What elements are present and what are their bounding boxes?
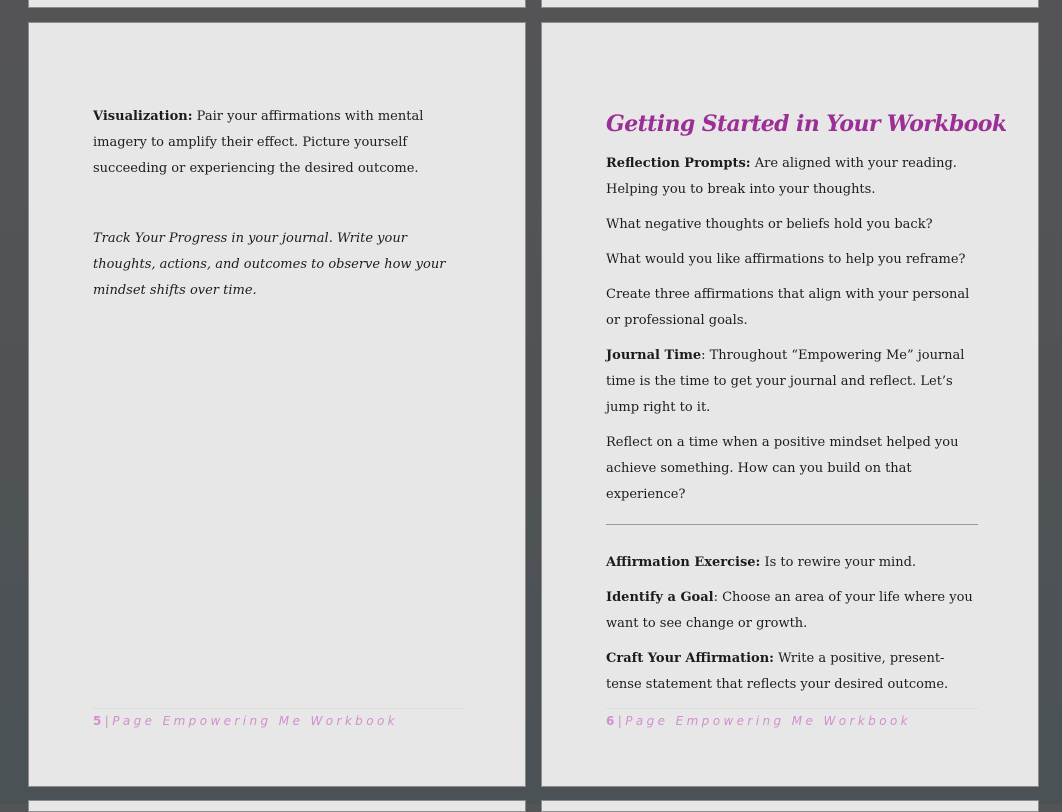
visualization-label: Visualization:: [93, 109, 193, 124]
footer-separator: |: [104, 714, 113, 728]
prompt-reframe: What would you like affirmations to help you reframe?: [606, 252, 966, 267]
affirmation-exercise-text: Is to rewire your mind.: [760, 555, 917, 570]
page-number: 5: [93, 714, 105, 728]
visualization-text: Pair your affirmations with mental imagery to amplify their effect. Picture yourself succeeding or experiencing the desired outcome.: [93, 109, 424, 176]
page-5-body: [93, 104, 465, 304]
page-number: 6: [606, 714, 618, 728]
page-6-body: [606, 109, 1007, 707]
visualization-paragraph: [93, 104, 465, 182]
page-6-footer: [606, 708, 978, 729]
footer-text: [93, 713, 465, 729]
craft-affirmation-paragraph: [606, 646, 978, 698]
next-page-right: [541, 800, 1039, 812]
craft-affirmation-label: Craft Your Affirmation:: [606, 651, 774, 666]
footer-title: Page Empowering Me Workbook: [625, 714, 912, 728]
page-heading: Getting Started in Your Workbook: [606, 111, 1007, 137]
identify-goal-paragraph: [606, 585, 978, 637]
affirmation-exercise-paragraph: [606, 550, 978, 576]
track-progress-paragraph: Track Your Progress in your journal. Write your thoughts, actions, and outcomes to observe how your mindset shifts over time.: [93, 231, 446, 298]
next-page-left: [28, 800, 526, 812]
reflection-prompts-paragraph: [606, 151, 978, 203]
identify-goal-text: : Choose an area of your life where you want to see change or growth.: [606, 590, 973, 631]
prompt-positive-mindset: Reflect on a time when a positive mindset helped you achieve something. How can you build on that experience?: [606, 435, 959, 502]
page-5: [28, 22, 526, 787]
craft-affirmation-text: Write a positive, present-tense statement that reflects your desired outcome.: [606, 651, 949, 692]
footer-separator: |: [617, 714, 626, 728]
section-divider: [606, 524, 978, 525]
previous-page-right: [541, 0, 1039, 8]
prompt-negative-thoughts: What negative thoughts or beliefs hold you back?: [606, 217, 933, 232]
identify-goal-label: Identify a Goal: [606, 590, 714, 605]
footer-rule: [606, 708, 978, 709]
reflection-prompts-label: Reflection Prompts:: [606, 156, 751, 171]
footer-text: [606, 713, 978, 729]
journal-time-text: : Throughout “Empowering Me” journal time is the time to get your journal and reflect. Let’s jump right to it.: [606, 348, 965, 415]
journal-time-paragraph: [606, 343, 978, 421]
previous-page-left: [28, 0, 526, 8]
footer-title: Page Empowering Me Workbook: [112, 714, 399, 728]
reflection-prompts-text: Are aligned with your reading. Helping you to break into your thoughts.: [606, 156, 957, 197]
footer-rule: [93, 708, 465, 709]
journal-time-label: Journal Time: [606, 348, 702, 363]
prompt-three-affirmations: Create three affirmations that align with your personal or professional goals.: [606, 287, 970, 328]
page-5-footer: [93, 708, 465, 729]
page-6: [541, 22, 1039, 787]
affirmation-exercise-label: Affirmation Exercise:: [606, 555, 761, 570]
